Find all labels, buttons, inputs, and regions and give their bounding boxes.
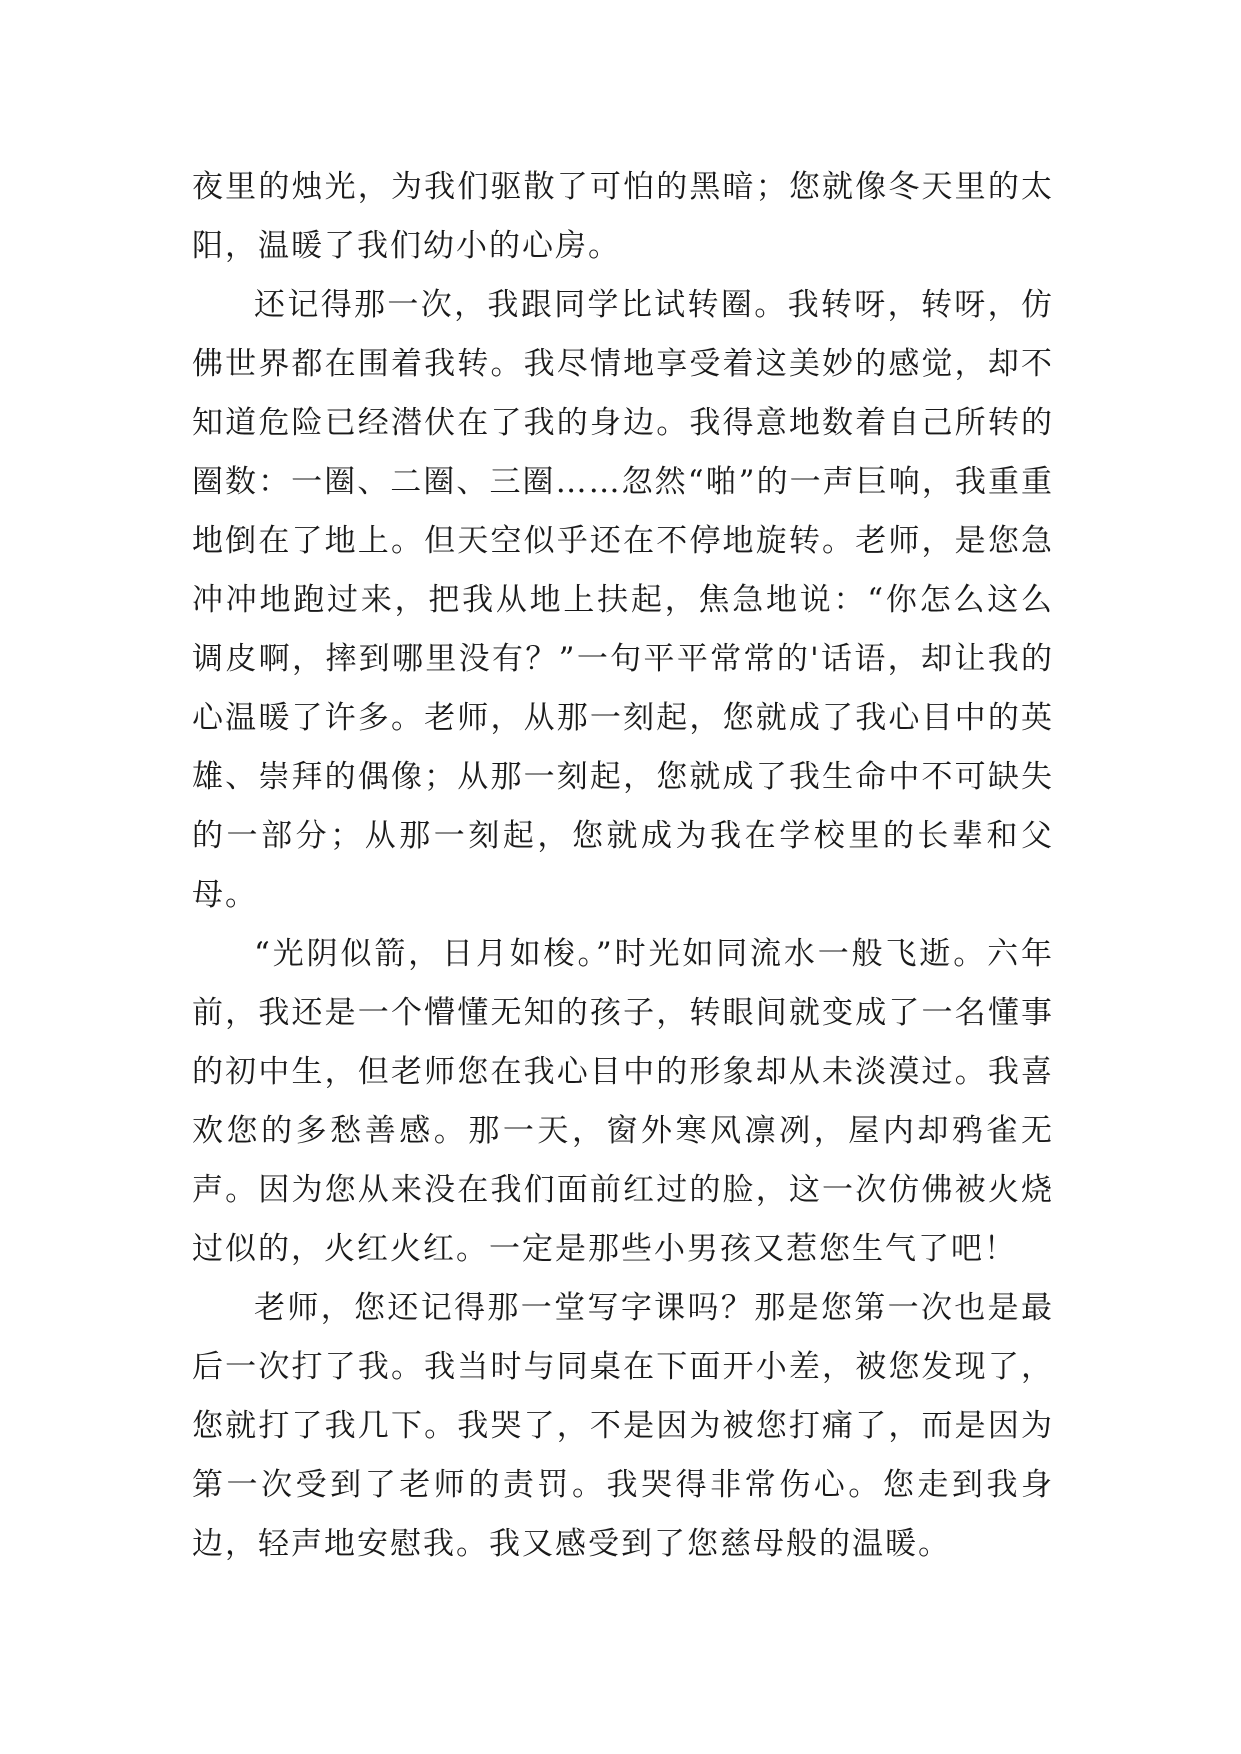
paragraph-4: 老师，您还记得那一堂写字课吗？那是您第一次也是最后一次打了我。我当时与同桌在下面开小差，被您发现了，您就打了我几下。我哭了，不是因为被您打痛了，而是因为第一次受到了老师的责罚。我哭得非常伤心。您走到我身边，轻声地安慰我。我又感受到了您慈母般的温暖。	[192, 1290, 1054, 1562]
paragraph-2: 还记得那一次，我跟同学比试转圈。我转呀，转呀，仿佛世界都在围着我转。我尽情地享受着这美妙的感觉，却不知道危险已经潜伏在了我的身边。我得意地数着自己所转的圈数：一圈、二圈、三圈……忽然“啪”的一声巨响，我重重地倒在了地上。但天空似乎还在不停地旋转。老师，是您急冲冲地跑过来，把我从地上扶起，焦急地说：“你怎么这么调皮啊，摔到哪里没有？”一句平平常常的'话语，却让我的心温暖了许多。老师，从那一刻起，您就成了我心目中的英雄、崇拜的偶像；从那一刻起，您就成了我生命中不可缺失的一部分；从那一刻起，您就成为我在学校里的长辈和父母。	[192, 287, 1054, 913]
paragraph-1: 夜里的烛光，为我们驱散了可怕的黑暗；您就像冬天里的太阳，温暖了我们幼小的心房。	[192, 169, 1054, 264]
document-body	[192, 158, 1054, 1574]
paragraph-3: “光阴似箭，日月如梭。”时光如同流水一般飞逝。六年前，我还是一个懵懂无知的孩子，转眼间就变成了一名懂事的初中生，但老师您在我心目中的形象却从未淡漠过。我喜欢您的多愁善感。那一天，窗外寒风凛冽，屋内却鸦雀无声。因为您从来没在我们面前红过的脸，这一次仿佛被火烧过似的，火红火红。一定是那些小男孩又惹您生气了吧！	[192, 936, 1054, 1267]
